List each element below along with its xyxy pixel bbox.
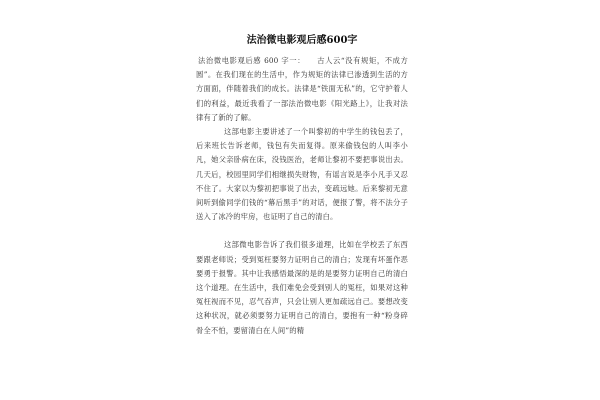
paragraph-story: 这部电影主要讲述了一个叫黎初的中学生的钱包丢了，后来班长告诉老师，钱包有失而复得。原来偷钱包的人叫李小凡，她父亲卧病在床，没钱医治，老师让黎初不要把事说出去。几天后，校园里同学们相继损失财物，有谣言说是李小凡手又忍不住了。大家以为黎初把事说了出去，变疏远她。后来黎初无意间听到偷同学们钱的“幕后黑手”的对话，便报了警，将不法分子送入了冰冷的牢房，也证明了自己的清白。 bbox=[196, 127, 408, 222]
paragraph-lesson: 这部微电影告诉了我们很多道理，比如在学校丢了东西要跟老师说；受到冤枉要努力证明自己的清白；发现有坏蛋作恶要勇于报警。其中让我感悟最深的是的是要努力证明自己的清白这个道理。在生活中，我们难免会受到别人的冤枉，如果对这种冤枉视而不见，忍气吞声，只会让别人更加疏远自己。要想改变这种状况，就必须要努力证明自己的清白，要抱有一种“粉身碎骨全不怕，要留清白在人间”的精 bbox=[196, 240, 408, 335]
document-title: 法治微电影观后感600字 bbox=[246, 35, 358, 46]
document-page bbox=[196, 28, 408, 400]
paragraph-gap bbox=[196, 224, 408, 238]
paragraph-intro: 法治微电影观后感 600 字一： 古人云“没有规矩，不成方圆”。在我们现在的生活中，作为规矩的法律已渗透到生活的方方面面，伴随着我们的成长。法律是“铁面无私”的，它守护着人们的利益，最近我看了一部法治微电影《阳光路上》，让我对法律有了新的了解。 bbox=[196, 56, 408, 122]
